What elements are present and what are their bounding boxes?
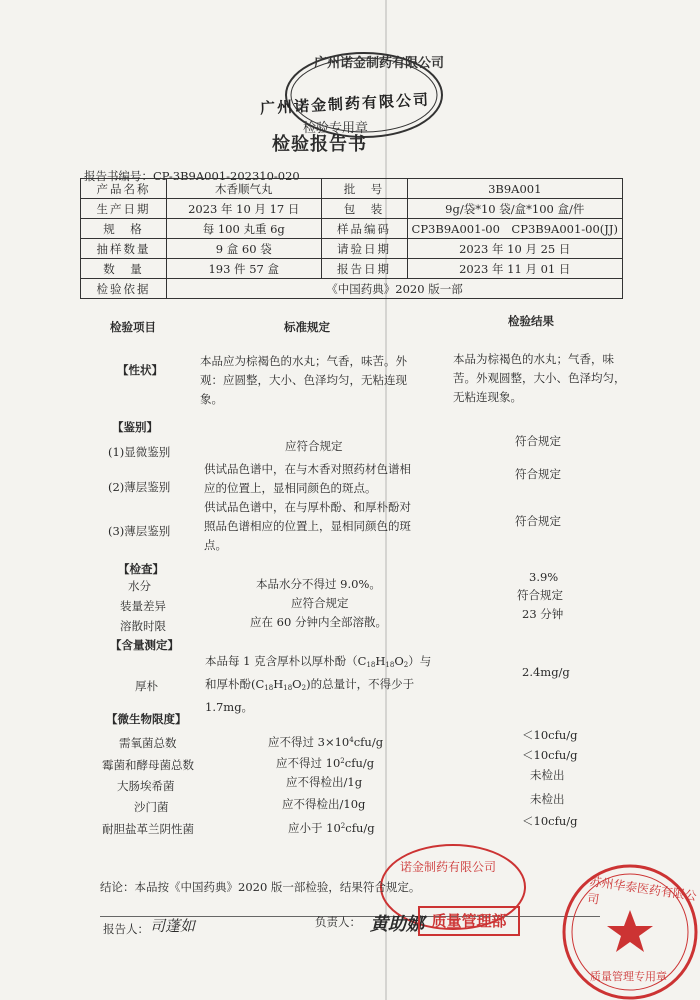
ecoli-standard: 应不得检出/1g <box>286 775 363 789</box>
sampling-value: 9 盒 60 袋 <box>166 239 321 259</box>
col-item-header: 检验项目 <box>110 320 156 334</box>
water-result: 3.9% <box>529 570 559 584</box>
ident3-standard: 供试品色谱中，在与厚朴酚、和厚朴酚对 照品色谱相应的位置上，显相同颜色的斑 点。 <box>204 500 411 552</box>
salm-standard: 应不得检出/10g <box>282 797 366 811</box>
qty-value: 193 件 57 盒 <box>166 259 321 279</box>
ecoli-item: 大肠埃希菌 <box>117 779 175 793</box>
owner-label: 负责人： <box>315 915 361 929</box>
stamp-star-icon <box>607 910 653 952</box>
qty-label: 数 量 <box>81 259 167 279</box>
report-number: 报告书编号：CP-3B9A001-202310-020 <box>84 169 300 183</box>
product-value: 木香顺气丸 <box>166 179 321 199</box>
ident1-standard: 应符合规定 <box>285 439 343 453</box>
basis-label: 检验依据 <box>81 279 167 299</box>
ident2-item: (2)薄层鉴别 <box>108 480 171 494</box>
ident2-result: 符合规定 <box>515 467 561 481</box>
assay-result: 2.4mg/g <box>522 665 570 679</box>
top-stamp-dept: 检验专用章 <box>303 121 369 136</box>
load-standard: 应符合规定 <box>291 596 349 610</box>
bile-item: 耐胆盐革兰阴性菌 <box>102 822 194 836</box>
salm-result: 未检出 <box>530 792 565 806</box>
report-date-value: 2023 年 11 月 01 日 <box>407 259 622 279</box>
spec-label: 规 格 <box>81 219 167 239</box>
mold-item: 霉菌和酵母菌总数 <box>102 758 194 772</box>
appearance-standard: 本品应为棕褐色的水丸；气香，味苦。外 观：应圆整，大小、色泽均匀，无粘连现 象。 <box>200 354 407 406</box>
ecoli-result: 未检出 <box>530 768 565 782</box>
assay-item: 厚朴 <box>135 679 158 693</box>
section-check: 【检查】 <box>118 562 164 576</box>
sample-value: CP3B9A001-00 CP3B9A001-00(JJ) <box>407 219 622 239</box>
aerobic-standard: 应不得过 $3\times 10^4cfu/g$ <box>268 735 384 749</box>
dissolve-result: 23 分钟 <box>522 607 564 621</box>
batch-label: 批 号 <box>321 179 407 199</box>
section-micro: 【微生物限度】 <box>106 712 187 726</box>
appearance-result: 本品为棕褐色的水丸；气香，味 苦。外观圆整，大小、色泽均匀， 无粘连现象。 <box>453 352 626 404</box>
assay-standard: 本品每 1 克含厚朴以厚朴酚$(C_{18}H_{18}O_2)$与 和厚朴酚$(C_{18}H_{18}O_2)$的总量计，不得少于 1.7mg。 <box>205 654 432 714</box>
reporter-label: 报告人： <box>103 922 149 936</box>
col-result-header: 检验结果 <box>508 314 554 328</box>
ident3-result: 符合规定 <box>515 514 561 528</box>
qa-stamp: 质量管理部 <box>418 906 520 936</box>
ident1-result: 符合规定 <box>515 434 561 448</box>
bile-result: ＜10cfu/g <box>522 814 578 828</box>
document-title: 检验报告书 <box>272 134 367 155</box>
water-standard: 本品水分不得过 9.0%。 <box>256 577 381 591</box>
report-date-label: 报告日期 <box>321 259 407 279</box>
ident2-standard: 供试品色谱中，在与木香对照药材色谱相 应的位置上，显相同颜色的斑点。 <box>204 462 411 495</box>
company-stamp-sub: 质量管理专用章 <box>590 970 667 983</box>
reporter-signature: 司蓬如 <box>150 917 196 935</box>
load-item: 装量差异 <box>120 599 166 613</box>
mfg-label: 生产日期 <box>81 199 167 219</box>
bile-standard: 应小于 $10^2cfu/g$ <box>288 821 375 835</box>
section-appearance: 【性状】 <box>117 363 163 377</box>
batch-value: 3B9A001 <box>407 179 622 199</box>
sampling-label: 抽样数量 <box>81 239 167 259</box>
mold-result: ＜10cfu/g <box>522 748 578 762</box>
spec-value: 每 100 丸重 6g <box>166 219 321 239</box>
dissolve-standard: 应在 60 分钟内全部溶散。 <box>250 615 387 629</box>
water-item: 水分 <box>128 579 151 593</box>
mid-stamp-text: 诺金制药有限公司 <box>400 860 497 874</box>
company-stamp-name: 苏州华泰医药有限公司 <box>586 874 698 907</box>
pack-label: 包 装 <box>321 199 407 219</box>
request-value: 2023 年 10 月 25 日 <box>407 239 622 259</box>
dissolve-item: 溶散时限 <box>120 619 166 633</box>
owner-signature: 黄助娜 <box>370 914 424 935</box>
conclusion: 结论：本品按《中国药典》2020 版一部检验，结果符合规定。 <box>100 880 421 894</box>
aerobic-result: ＜10cfu/g <box>522 728 578 742</box>
top-stamp-overlay: 广州诺金制药有限公司 <box>259 90 431 118</box>
section-ident: 【鉴别】 <box>112 420 158 434</box>
header-table <box>80 178 623 299</box>
ident1-item: (1)显微鉴别 <box>108 445 171 459</box>
load-result: 符合规定 <box>517 588 563 602</box>
product-label: 产品名称 <box>81 179 167 199</box>
section-assay: 【含量测定】 <box>110 638 179 652</box>
basis-value: 《中国药典》2020 版一部 <box>166 279 622 299</box>
mfg-value: 2023 年 10 月 17 日 <box>166 199 321 219</box>
request-label: 请验日期 <box>321 239 407 259</box>
salm-item: 沙门菌 <box>134 800 169 814</box>
mold-standard: 应不得过 $10^2cfu/g$ <box>276 756 375 770</box>
col-standard-header: 标准规定 <box>284 320 330 334</box>
top-stamp-org: 广州诺金制药有限公司 <box>314 56 445 71</box>
ident3-item: (3)薄层鉴别 <box>108 524 171 538</box>
pack-value: 9g/袋*10 袋/盒*100 盒/件 <box>407 199 622 219</box>
sample-label: 样品编码 <box>321 219 407 239</box>
aerobic-item: 需氧菌总数 <box>119 736 177 750</box>
